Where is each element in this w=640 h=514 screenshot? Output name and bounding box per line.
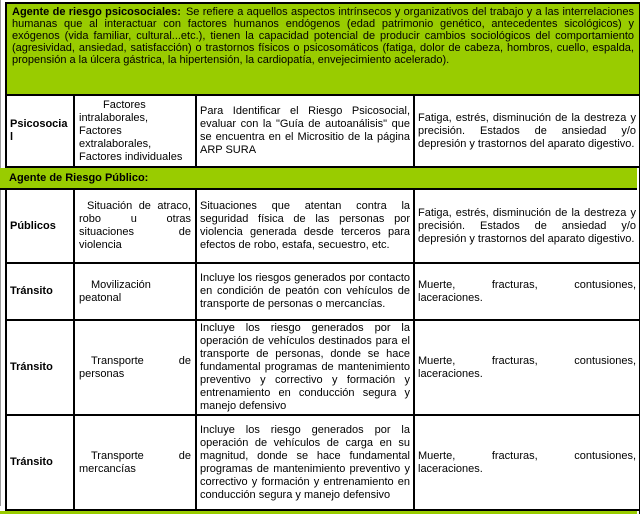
cell-agent: [7, 190, 75, 262]
intro-title: Agente de riesgo psicosociales:: [12, 6, 181, 18]
agent-label: Públicos: [10, 219, 56, 232]
consequences-text: Muerte, fracturas, contusiones, laceraciones.: [418, 449, 636, 475]
table-row-transito-mercancias: [7, 416, 639, 511]
cell-consequences: [415, 264, 639, 319]
section-band-riesgo-publico: [0, 168, 637, 190]
cell-situation: [75, 96, 197, 166]
cell-situation: [75, 321, 197, 414]
cell-identification: [197, 321, 415, 414]
situation-text: Transporte de personas: [79, 354, 191, 380]
table-row-publicos: [7, 190, 639, 264]
situation-text: Factores intralaborales, Factores extralaborales, Factores individuales: [79, 98, 183, 163]
cell-consequences: [415, 190, 639, 262]
cell-situation: [75, 264, 197, 319]
agent-label: Tránsito: [10, 285, 53, 297]
agent-label: Tránsito: [10, 361, 53, 373]
identification-text: Para Identificar el Riesgo Psicosocial, evaluar con la "Guía de autoanálisis" que se encuentra en el Micrositio de la página ARP SURA: [200, 105, 410, 156]
cell-identification: [197, 416, 415, 509]
section-band-label: Agente de Riesgo Público:: [9, 172, 149, 184]
identification-text: Incluye los riesgo generados por la operación de vehículos de carga en su magnitud, donde se hace fundamental programas de mantenimiento preventivo y correctivo y formación y entrenamiento en conducción segura y manejo defensivo: [200, 423, 410, 501]
table-row-transito-personas: [7, 321, 639, 416]
situation-text: Transporte de mercancías: [79, 449, 191, 475]
consequences-text: Muerte, fracturas, contusiones, laceraciones.: [418, 278, 636, 304]
identification-text: Situaciones que atentan contra la seguridad física de las personas por violencia generada desde terceros para efectos de robo, estafa, secuestro, etc.: [200, 200, 410, 251]
intro-body: Se refiere a aquellos aspectos intrínsecos y organizativos del trabajo y a las interrelaciones humanas que al interactuar con factores humanos endógenos (edad patrimonio genético, antecedentes sicológicos) y exógenos (vida familiar, cultural...etc.), tienen la capacidad potencial de producir cambios sociológicos del comportamiento (agresividad, ansiedad, satisfacción) o trastornos físicos o psicosomáticos (fatiga, dolor de cabeza, hombros, cuello, espalda, propensión a la úlcera gástrica, la hipertensión, la cardiopatía, envejecimiento acelerado).: [12, 6, 634, 66]
situation-text: Situación de atraco, robo u otras situaciones de violencia: [79, 200, 191, 251]
cell-consequences: [415, 321, 639, 414]
cell-agent: [7, 416, 75, 509]
cell-identification: [197, 190, 415, 262]
psychosocial-intro-banner: [7, 4, 639, 96]
cell-agent: [7, 96, 75, 166]
page-edge-line: [0, 0, 1, 506]
cell-identification: [197, 264, 415, 319]
cell-identification: [197, 96, 415, 166]
cell-situation: [75, 190, 197, 262]
cell-situation: [75, 416, 197, 509]
agent-label: Tránsito: [10, 456, 53, 468]
situation-text: Movilización peatonal: [79, 278, 151, 304]
cell-agent: [7, 264, 75, 319]
agent-label: Psicosocial: [10, 118, 68, 143]
table-row-transito-peatonal: [7, 264, 639, 321]
consequences-text: Fatiga, estrés, disminución de la destreza y precisión. Estados de ansiedad y/o depresión y trastornos del aparato digestivo.: [418, 111, 636, 150]
cell-agent: [7, 321, 75, 414]
consequences-text: Muerte, fracturas, contusiones, laceraciones.: [418, 354, 636, 380]
cell-consequences: [415, 416, 639, 509]
risk-table: [5, 2, 640, 514]
consequences-text: Fatiga, estrés, disminución de la destreza y precisión. Estados de ansiedad y/o depresión y trastornos del aparato digestivo.: [418, 206, 636, 245]
identification-text: Incluye los riesgos generados por contacto en condición de peatón con vehículos de transporte de personas o mercancías.: [200, 272, 410, 310]
table-row-psicosocial: [7, 96, 639, 168]
identification-text: Incluye los riesgo generados por la operación de vehículos destinados para el transporte de personas, donde se hace fundamental programas de mantenimiento preventivo y correctivo y formación y entrenamiento en conducción segura y manejo defensivo: [200, 322, 410, 412]
cell-consequences: [415, 96, 639, 166]
